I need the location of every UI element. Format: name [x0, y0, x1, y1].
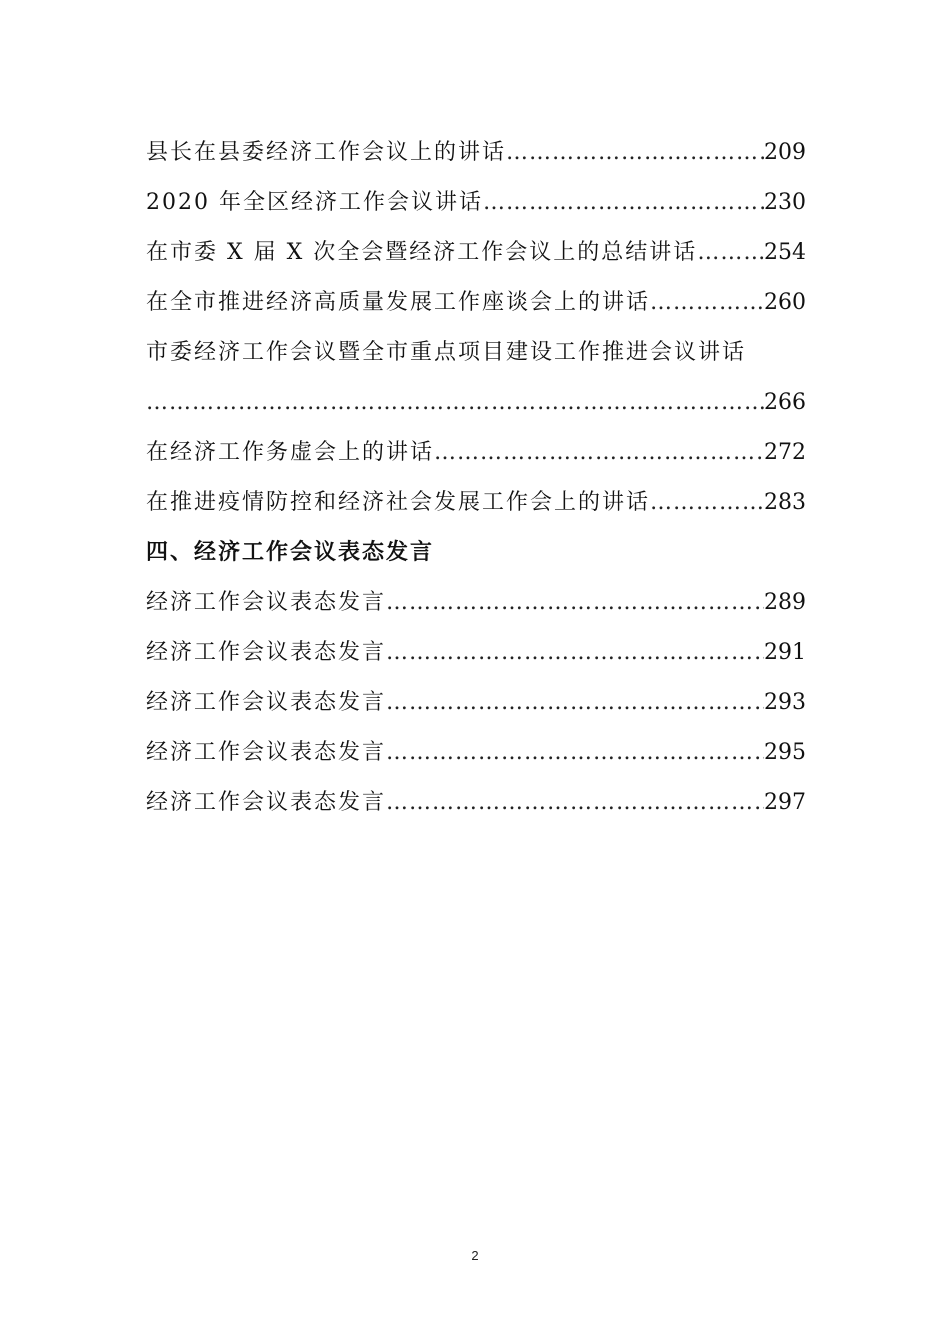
toc-entry — [146, 678, 806, 728]
toc-leader-dots — [386, 778, 764, 828]
toc-entry-title: 经济工作会议表态发言 — [146, 590, 387, 615]
toc-leader-dots — [386, 578, 764, 628]
table-of-contents — [146, 128, 806, 828]
toc-entry-title: 经济工作会议表态发言 — [146, 690, 387, 715]
toc-entry-title: 经济工作会议表态发言 — [146, 640, 387, 665]
toc-entry-title: 2020 年全区经济工作会议讲话 — [146, 190, 483, 215]
toc-entry — [146, 128, 806, 178]
toc-entry — [146, 228, 806, 278]
toc-entry-page: 254 — [764, 240, 806, 265]
toc-leader-dots — [697, 228, 764, 278]
toc-entry-page: 291 — [764, 640, 806, 665]
toc-entry — [146, 478, 806, 528]
toc-entry — [146, 778, 806, 828]
toc-entry-continuation — [146, 378, 806, 428]
toc-leader-dots — [506, 128, 764, 178]
toc-entry-title-wrapped: 市委经济工作会议暨全市重点项目建设工作推进会议讲话 — [146, 340, 747, 365]
toc-leader-dots — [386, 628, 764, 678]
toc-entry — [146, 728, 806, 778]
toc-leader-dots — [146, 378, 764, 428]
toc-entry-page: 283 — [764, 490, 806, 515]
toc-entry-page: 209 — [764, 140, 806, 165]
toc-section-heading: 四、经济工作会议表态发言 — [146, 540, 435, 565]
toc-leader-dots — [650, 278, 764, 328]
toc-entry — [146, 628, 806, 678]
toc-entry — [146, 278, 806, 328]
toc-entry-title: 在全市推进经济高质量发展工作座谈会上的讲话 — [146, 290, 651, 315]
toc-entry — [146, 578, 806, 628]
toc-entry-title: 在市委 X 届 X 次全会暨经济工作会议上的总结讲话 — [146, 240, 698, 265]
toc-entry — [146, 428, 806, 478]
toc-leader-dots — [650, 478, 764, 528]
toc-entry-title: 经济工作会议表态发言 — [146, 790, 387, 815]
toc-entry-page: 289 — [764, 590, 806, 615]
page-number: 2 — [471, 1248, 479, 1263]
toc-leader-dots — [483, 178, 764, 228]
toc-entry-page: 295 — [764, 740, 806, 765]
toc-leader-dots — [434, 428, 764, 478]
toc-entry-page: 260 — [764, 290, 806, 315]
toc-leader-dots — [386, 728, 764, 778]
toc-entry-title: 在经济工作务虚会上的讲话 — [146, 440, 435, 465]
toc-entry-page: 293 — [764, 690, 806, 715]
toc-entry-page: 266 — [764, 390, 806, 415]
toc-entry-title: 经济工作会议表态发言 — [146, 740, 387, 765]
toc-entry-page: 230 — [764, 190, 806, 215]
toc-entry-title: 在推进疫情防控和经济社会发展工作会上的讲话 — [146, 490, 651, 515]
toc-entry-page: 272 — [764, 440, 806, 465]
toc-entry-title: 县长在县委经济工作会议上的讲话 — [146, 140, 507, 165]
toc-entry-page: 297 — [764, 790, 806, 815]
toc-entry — [146, 178, 806, 228]
toc-leader-dots — [386, 678, 764, 728]
